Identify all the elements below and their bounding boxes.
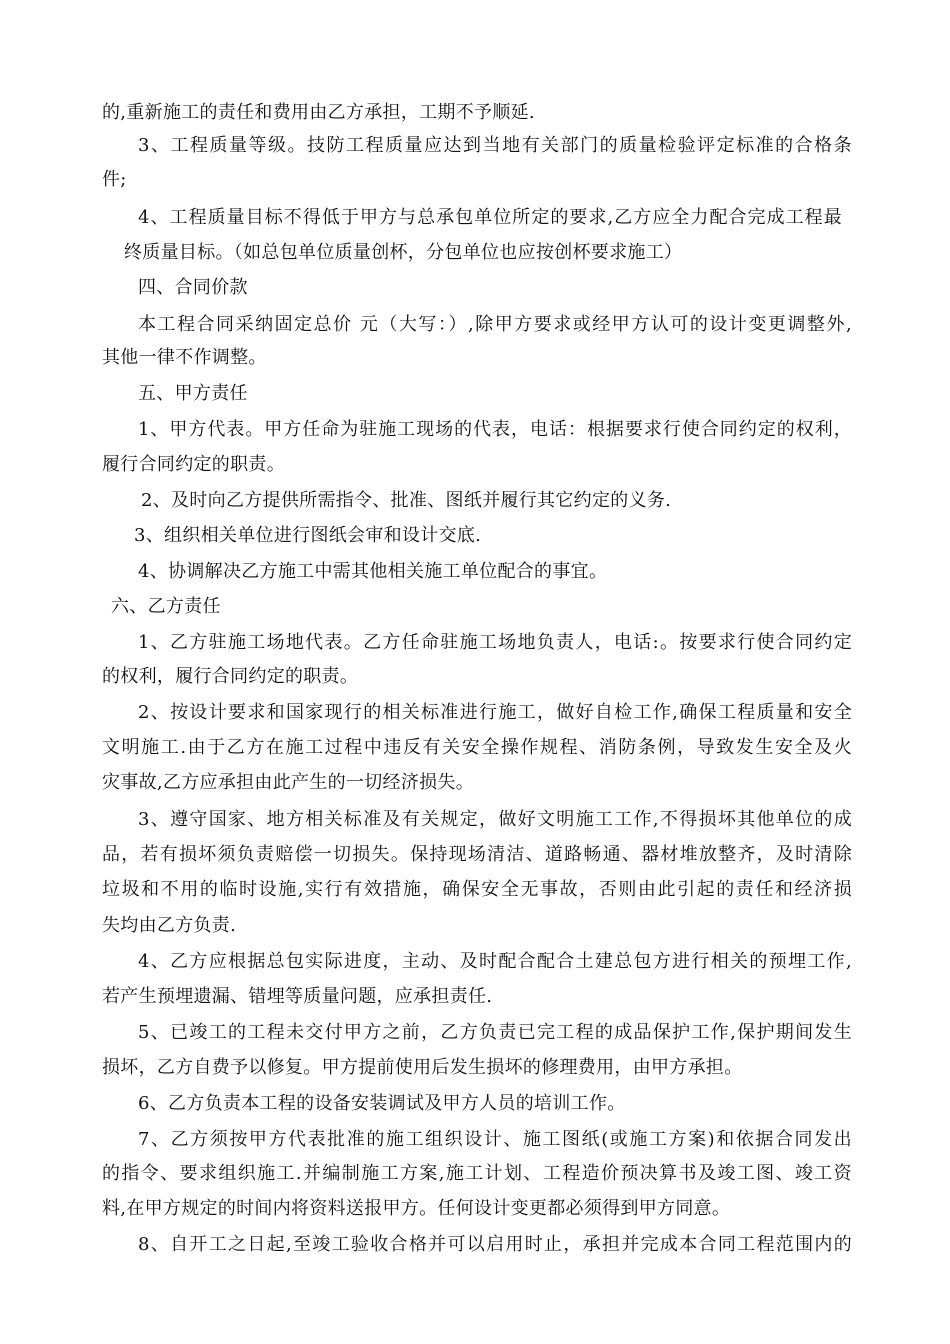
text-line: 2、及时向乙方提供所需指令、批准、图纸并履行其它约定的义务. bbox=[141, 490, 672, 511]
text-line: 8、自开工之日起,至竣工验收合格并可以启用时止，承担并完成本合同工程范围内的 bbox=[138, 1234, 852, 1255]
text-line: 若产生预埋遗漏、错埋等质量问题，应承担责任. bbox=[102, 986, 493, 1007]
text-line: 垃圾和不用的临时设施,实行有效措施，确保安全无事故，否则由此引起的责任和经济损 bbox=[102, 879, 852, 900]
text-line: 其他一律不作调整。 bbox=[102, 347, 267, 368]
text-line: 1、甲方代表。甲方任命为驻施工现场的代表，电话：根据要求行使合同约定的权利， bbox=[138, 419, 852, 440]
text-line: 4、乙方应根据总包实际进度，主动、及时配合配合土建总包方进行相关的预埋工作, bbox=[138, 951, 852, 972]
section-heading: 四、合同价款 bbox=[138, 277, 248, 298]
text-line: 品，若有损坏须负责赔偿一切损失。保持现场清洁、道路畅通、器材堆放整齐，及时清除 bbox=[102, 844, 852, 865]
text-line: 1、乙方驻施工场地代表。乙方任命驻施工场地负责人，电话:。按要求行使合同约定 bbox=[138, 632, 852, 653]
text-line: 终质量目标。（如总包单位质量创杯，分包单位也应按创杯要求施工） bbox=[124, 242, 683, 263]
text-line: 灾事故,乙方应承担由此产生的一切经济损失。 bbox=[102, 772, 475, 793]
text-line: 件; bbox=[102, 169, 127, 190]
text-line: 的权利，履行合同约定的职责。 bbox=[102, 666, 359, 687]
text-line: 4、协调解决乙方施工中需其他相关施工单位配合的事宜。 bbox=[138, 561, 608, 582]
text-line: 3、组织相关单位进行图纸会审和设计交底. bbox=[134, 525, 482, 546]
text-line: 损坏，乙方自费予以修复。甲方提前使用后发生损坏的修理费用，由甲方承担。 bbox=[102, 1057, 743, 1078]
section-heading: 六、乙方责任 bbox=[111, 596, 221, 617]
text-line: 5、已竣工的工程未交付甲方之前，乙方负责已完工程的成品保护工作,保护期间发生 bbox=[138, 1022, 852, 1043]
text-line: 2、按设计要求和国家现行的相关标准进行施工，做好自检工作,确保工程质量和安全 bbox=[138, 702, 852, 723]
text-line: 失均由乙方负责. bbox=[102, 915, 237, 936]
text-line: 4、工程质量目标不得低于甲方与总承包单位所定的要求,乙方应全力配合完成工程最 bbox=[138, 207, 842, 228]
text-line: 本工程合同采纳固定总价 元（大写：）,除甲方要求或经甲方认可的设计变更调整外, bbox=[138, 314, 852, 335]
text-line: 的指令、要求组织施工.并编制施工方案,施工计划、工程造价预决算书及竣工图、竣工资 bbox=[102, 1163, 852, 1184]
text-line: 6、乙方负责本工程的设备安装调试及甲方人员的培训工作。 bbox=[138, 1093, 626, 1114]
text-line: 履行合同约定的职责。 bbox=[102, 454, 285, 475]
text-line: 3、工程质量等级。技防工程质量应达到当地有关部门的质量检验评定标准的合格条 bbox=[138, 135, 852, 156]
text-line: 的,重新施工的责任和费用由乙方承担，工期不予顺延. bbox=[102, 102, 535, 123]
text-line: 料,在甲方规定的时间内将资料送报甲方。任何设计变更都必须得到甲方同意。 bbox=[102, 1198, 731, 1219]
text-line: 3、遵守国家、地方相关标准及有关规定，做好文明施工工作,不得损坏其他单位的成 bbox=[138, 809, 852, 830]
text-line: 7、乙方须按甲方代表批准的施工组织设计、施工图纸(或施工方案)和依据合同发出 bbox=[138, 1129, 852, 1150]
text-line: 文明施工.由于乙方在施工过程中违反有关安全操作规程、消防条例，导致发生安全及火 bbox=[102, 737, 852, 758]
section-heading: 五、甲方责任 bbox=[138, 383, 248, 404]
